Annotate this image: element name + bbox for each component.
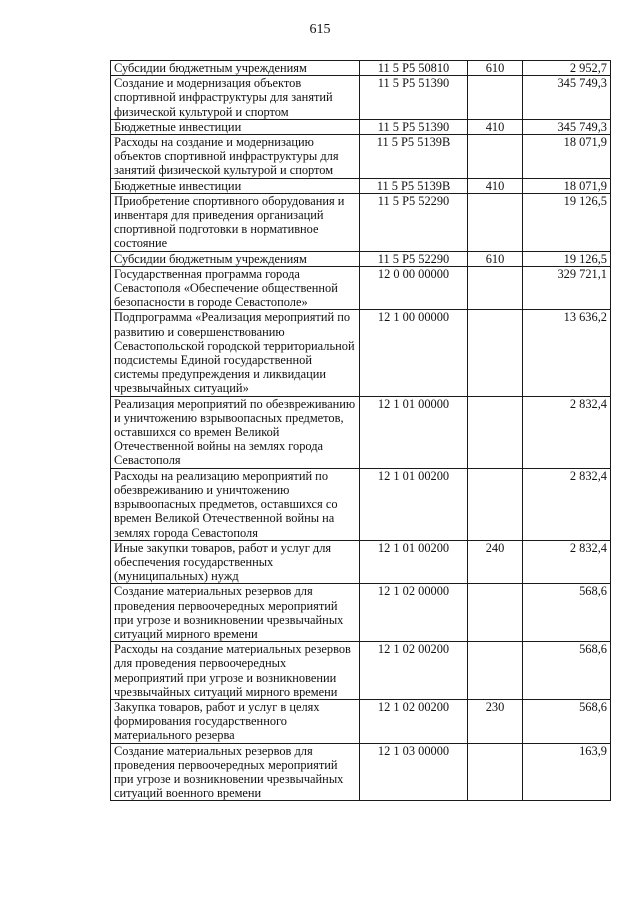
row-name: Подпрограмма «Реализация мероприятий по развитию и совершенствованию Севастопольской городской территориальной подсистемы Единой государственной системы предупреждения и ликвидации чрезвычайных ситуаций»	[111, 310, 360, 396]
table-row	[111, 468, 611, 540]
row-sum: 163,9	[523, 743, 611, 801]
row-code: 11 5 Р5 51390	[360, 76, 468, 120]
row-name: Субсидии бюджетным учреждениям	[111, 61, 360, 76]
row-expense-type: 410	[468, 178, 523, 193]
row-sum: 19 126,5	[523, 193, 611, 251]
row-name: Расходы на создание материальных резервов для проведения первоочередных мероприятий при угрозе и возникновении чрезвычайных ситуаций мирного времени	[111, 642, 360, 700]
row-name: Создание материальных резервов для проведения первоочередных мероприятий при угрозе и возникновении чрезвычайных ситуаций военного времени	[111, 743, 360, 801]
row-expense-type	[468, 584, 523, 642]
row-sum: 18 071,9	[523, 135, 611, 179]
row-code: 12 1 02 00200	[360, 699, 468, 743]
row-sum: 2 832,4	[523, 396, 611, 468]
table-row	[111, 251, 611, 266]
row-expense-type	[468, 76, 523, 120]
table-row	[111, 584, 611, 642]
row-expense-type: 410	[468, 119, 523, 134]
table-row	[111, 310, 611, 396]
row-name: Субсидии бюджетным учреждениям	[111, 251, 360, 266]
row-expense-type	[468, 193, 523, 251]
table-row	[111, 540, 611, 584]
row-sum: 2 832,4	[523, 540, 611, 584]
row-expense-type: 610	[468, 61, 523, 76]
row-name: Иные закупки товаров, работ и услуг для обеспечения государственных (муниципальных) нужд	[111, 540, 360, 584]
row-expense-type: 610	[468, 251, 523, 266]
row-sum: 2 952,7	[523, 61, 611, 76]
table-row	[111, 642, 611, 700]
row-name: Создание материальных резервов для проведения первоочередных мероприятий при угрозе и возникновении чрезвычайных ситуаций мирного времени	[111, 584, 360, 642]
table-row	[111, 699, 611, 743]
row-code: 12 0 00 00000	[360, 266, 468, 310]
row-code: 11 5 Р5 52290	[360, 251, 468, 266]
row-expense-type: 240	[468, 540, 523, 584]
row-name: Расходы на реализацию мероприятий по обезвреживанию и уничтожению взрывоопасных предметов, оставшихся со времен Великой Отечественной войны на землях города Севастополя	[111, 468, 360, 540]
table-row	[111, 119, 611, 134]
row-code: 12 1 03 00000	[360, 743, 468, 801]
row-sum: 19 126,5	[523, 251, 611, 266]
row-expense-type	[468, 310, 523, 396]
row-expense-type	[468, 468, 523, 540]
row-code: 12 1 01 00000	[360, 396, 468, 468]
row-code: 11 5 Р5 50810	[360, 61, 468, 76]
budget-table	[110, 60, 611, 801]
row-code: 12 1 02 00000	[360, 584, 468, 642]
row-code: 11 5 Р5 52290	[360, 193, 468, 251]
row-sum: 345 749,3	[523, 119, 611, 134]
row-name: Закупка товаров, работ и услуг в целях формирования государственного материального резерва	[111, 699, 360, 743]
row-expense-type	[468, 642, 523, 700]
row-name: Создание и модернизация объектов спортивной инфраструктуры для занятий физической культурой и спортом	[111, 76, 360, 120]
page-number: 615	[309, 22, 331, 37]
row-code: 12 1 00 00000	[360, 310, 468, 396]
table-row	[111, 743, 611, 801]
row-name: Бюджетные инвестиции	[111, 119, 360, 134]
row-code: 11 5 Р5 5139В	[360, 135, 468, 179]
row-name: Государственная программа города Севастополя «Обеспечение общественной безопасности в городе Севастополе»	[111, 266, 360, 310]
row-code: 11 5 Р5 5139В	[360, 178, 468, 193]
row-sum: 13 636,2	[523, 310, 611, 396]
table-row	[111, 135, 611, 179]
row-name: Бюджетные инвестиции	[111, 178, 360, 193]
row-code: 12 1 01 00200	[360, 540, 468, 584]
row-name: Приобретение спортивного оборудования и инвентаря для приведения организаций спортивной подготовки в нормативное состояние	[111, 193, 360, 251]
row-expense-type: 230	[468, 699, 523, 743]
row-sum: 18 071,9	[523, 178, 611, 193]
row-expense-type	[468, 743, 523, 801]
row-sum: 568,6	[523, 642, 611, 700]
table-row	[111, 266, 611, 310]
row-sum: 329 721,1	[523, 266, 611, 310]
row-name: Реализация мероприятий по обезвреживанию и уничтожению взрывоопасных предметов, оставшихся со времен Великой Отечественной войны на землях города Севастополя	[111, 396, 360, 468]
row-expense-type	[468, 266, 523, 310]
row-name: Расходы на создание и модернизацию объектов спортивной инфраструктуры для занятий физической культурой и спортом	[111, 135, 360, 179]
row-sum: 2 832,4	[523, 468, 611, 540]
row-sum: 568,6	[523, 699, 611, 743]
table-row	[111, 76, 611, 120]
row-code: 12 1 01 00200	[360, 468, 468, 540]
row-expense-type	[468, 396, 523, 468]
table-row	[111, 396, 611, 468]
row-code: 11 5 Р5 51390	[360, 119, 468, 134]
row-sum: 345 749,3	[523, 76, 611, 120]
row-code: 12 1 02 00200	[360, 642, 468, 700]
table-row	[111, 178, 611, 193]
row-expense-type	[468, 135, 523, 179]
table-row	[111, 193, 611, 251]
row-sum: 568,6	[523, 584, 611, 642]
table-row	[111, 61, 611, 76]
